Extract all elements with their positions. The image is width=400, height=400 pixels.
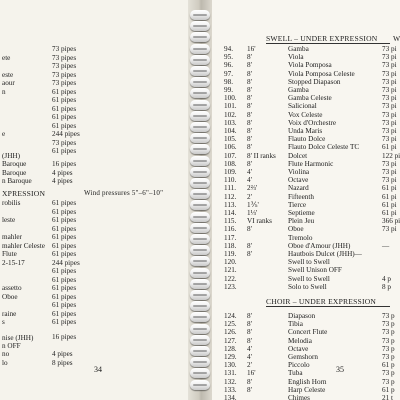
spiral-coil — [190, 189, 210, 199]
pipe-count: 61 pipes — [52, 284, 77, 292]
pipe-count: 61 pipes — [52, 233, 77, 241]
stop-name: Oboe — [288, 225, 304, 234]
stop-name: Chimes — [288, 394, 310, 400]
pipe-count: 73 pi — [382, 45, 397, 53]
pipe-count: 16 pipes — [52, 333, 77, 341]
pipe-count: 61 pipes — [52, 267, 77, 275]
stop-name: Salicional — [288, 102, 317, 111]
stop-name: Flauto Dolce Celeste TC — [288, 143, 360, 152]
stop-pitch: 4' — [247, 344, 252, 353]
pipe-count: 61 pipes — [52, 207, 77, 216]
stop-pitch: 8' — [247, 250, 252, 258]
spiral-coil — [190, 178, 210, 188]
stop-name: Swell to Swell — [288, 258, 330, 267]
pipe-count: 61 p — [382, 385, 395, 394]
stop-number: 110. — [224, 176, 237, 185]
left-page-number: 34 — [94, 365, 102, 374]
pipe-count: — — [382, 241, 390, 250]
pipe-count: 4 p — [382, 274, 391, 283]
spiral-coil — [190, 357, 210, 367]
stop-name: Tremolo — [288, 233, 313, 242]
stop-pitch: 8' — [247, 86, 252, 94]
pipe-count: 73 pipes — [52, 79, 77, 87]
stop-number: 121. — [224, 266, 237, 275]
stop-number: 101. — [224, 102, 237, 111]
stop-number: 118. — [224, 241, 237, 250]
stop-number: 94. — [224, 45, 233, 53]
stop-number: 122. — [224, 274, 237, 283]
left-jhh-text: (JHH) — [2, 152, 20, 160]
stop-pitch: 8' — [247, 127, 252, 135]
stop-name: mahler — [2, 233, 22, 241]
pipe-count: 73 pi — [382, 225, 397, 234]
stop-name: Viola Pomposa Celeste — [288, 69, 355, 78]
spiral-coil — [190, 55, 210, 65]
stop-name: Harp Celeste — [288, 385, 326, 394]
stop-pitch: 8' — [247, 135, 252, 144]
pipe-count: 73 pipes — [52, 70, 77, 79]
stop-number: 131. — [224, 369, 237, 378]
pipe-count: 16 pipes — [52, 160, 77, 168]
pipe-count: 61 pi — [382, 184, 397, 193]
stop-name: Octave — [288, 344, 309, 353]
stop-number: 99. — [224, 86, 233, 94]
stop-name: Gemshorn — [288, 353, 318, 361]
pipe-count: 61 pipes — [52, 121, 77, 130]
pipe-count: 73 p — [382, 377, 395, 386]
stop-number: 114. — [224, 209, 237, 217]
pipe-count: 61 pi — [382, 209, 397, 217]
stop-pitch: 8' — [247, 110, 252, 119]
stop-pitch: 8' — [247, 328, 252, 337]
spiral-coil — [190, 335, 210, 345]
pipe-count: 73 pi — [382, 118, 397, 127]
pipe-count: 61 pipes — [52, 275, 77, 284]
stop-number: 106. — [224, 143, 237, 152]
stop-name: Piccolo — [288, 361, 310, 370]
stop-number: 127. — [224, 336, 237, 345]
pipe-count: 61 pipes — [52, 309, 77, 318]
stop-number: 123. — [224, 282, 237, 291]
stop-name: Solo to Swell — [288, 282, 327, 291]
stop-name: Stopped Diapason — [288, 77, 341, 86]
stop-name: ete — [2, 53, 11, 62]
spiral-coil — [190, 279, 210, 289]
pipe-count: 73 pi — [382, 53, 397, 62]
stop-name: mahler Celeste — [2, 241, 45, 250]
stop-pitch: 8' — [247, 53, 252, 62]
stop-pitch: 8' — [247, 336, 252, 345]
stop-pitch: 8' — [247, 69, 252, 78]
spiral-coil — [190, 346, 210, 356]
stop-number: 112. — [224, 192, 237, 201]
stop-name: Violina — [288, 168, 310, 176]
stop-name: Flauto Dolce — [288, 135, 326, 144]
spiral-coil — [190, 144, 210, 154]
spiral-coil — [190, 312, 210, 322]
pipe-count: 366 pi — [382, 217, 400, 226]
pipe-count: 4 pipes — [52, 168, 73, 177]
stop-name: leste — [2, 216, 16, 224]
stop-name: Voix d'Orchestre — [288, 118, 337, 127]
stop-pitch: 16' — [247, 369, 256, 378]
stop-pitch: 8' — [247, 94, 252, 103]
pipe-count: 61 pi — [382, 192, 397, 201]
stop-name: Plein Jeu — [288, 217, 315, 226]
pipe-count: 122 pi — [382, 151, 400, 160]
pipe-count: 4 pipes — [52, 177, 73, 185]
spiral-coil — [190, 88, 210, 98]
stop-pitch: 4' — [247, 176, 252, 185]
pipe-count: 61 pipes — [52, 87, 77, 96]
stop-name: n — [2, 87, 6, 96]
stop-pitch: 1⅓' — [247, 209, 258, 217]
spiral-coil — [190, 245, 210, 255]
stop-name: Nazard — [288, 184, 309, 193]
stop-name: aour — [2, 79, 15, 87]
pipe-count: 61 pi — [382, 143, 397, 152]
stop-number: 111. — [224, 184, 237, 193]
pipe-count: 73 p — [382, 320, 395, 329]
stop-name: Dolcet — [288, 151, 308, 160]
pipe-count: 73 pi — [382, 127, 397, 135]
stop-pitch: 8' — [247, 225, 252, 234]
pipe-count: 73 p — [382, 353, 395, 361]
stop-name: Fifteenth — [288, 192, 314, 201]
pipe-count: 73 pipes — [52, 62, 77, 70]
stop-number: 115. — [224, 217, 237, 226]
pipe-count: 73 pi — [382, 168, 397, 176]
stop-name: Unda Maris — [288, 127, 323, 135]
right-page — [212, 0, 400, 400]
pipe-count: 73 pi — [382, 61, 397, 70]
stop-name: Viola Pomposa — [288, 61, 332, 70]
left-jhh2-text: nise (JHH) — [2, 334, 34, 342]
stop-number: 105. — [224, 135, 237, 144]
stop-name: este — [2, 70, 14, 79]
pipe-count: 8 p — [382, 282, 391, 291]
spiral-coil — [190, 290, 210, 300]
pipe-count: 73 pi — [382, 102, 397, 111]
stop-pitch: 8' — [247, 61, 252, 70]
stop-name: n OFF — [2, 341, 21, 350]
stop-name: Septieme — [288, 209, 315, 217]
stop-pitch: VI ranks — [247, 217, 272, 226]
left-page — [0, 0, 188, 400]
spiral-coil — [190, 111, 210, 121]
spiral-coil — [190, 368, 210, 378]
pipe-count: 61 pipes — [52, 250, 77, 258]
stop-name: Hautbois Dulcet (JHH)— — [288, 250, 362, 258]
stop-name: Oboe d'Amour (JHH) — [288, 241, 351, 250]
spiral-coil — [190, 167, 210, 177]
stop-name: Swell Unison OFF — [288, 266, 342, 275]
pipe-count: 61 pi — [382, 200, 397, 209]
stop-pitch: 4' — [247, 168, 252, 176]
stop-number: 133. — [224, 385, 237, 394]
pipe-count: 61 pipes — [52, 292, 77, 301]
stop-pitch: 2' — [247, 192, 252, 201]
spiral-coil — [190, 301, 210, 311]
stop-pitch: 8' — [247, 118, 252, 127]
pipe-count: 61 pipes — [52, 96, 77, 104]
stop-pitch: 8' — [247, 312, 252, 320]
pipe-count: 73 p — [382, 336, 395, 345]
stop-pitch: 8' — [247, 143, 252, 152]
pipe-count: 73 pi — [382, 94, 397, 103]
stop-pitch: 2' — [247, 361, 252, 370]
stop-name: no — [2, 350, 10, 358]
stop-number: 102. — [224, 110, 237, 119]
stop-name: Tuba — [288, 369, 303, 378]
stop-name: Concert Flute — [288, 328, 328, 337]
pipe-count: 73 pi — [382, 176, 397, 185]
pipe-count: 73 p — [382, 328, 395, 337]
spiral-coil — [190, 10, 210, 20]
pipe-count: 73 pipes — [52, 45, 77, 53]
stop-pitch: 8' II ranks — [247, 151, 276, 160]
stop-name: n Baroque — [2, 177, 32, 185]
spiral-coil — [190, 380, 210, 390]
stop-name: Gamba Celeste — [288, 94, 332, 103]
stop-pitch: 8' — [247, 102, 252, 111]
pipe-count: 61 pipes — [52, 216, 77, 224]
stop-number: 100. — [224, 94, 237, 103]
spiral-coil — [190, 32, 210, 42]
stop-pitch: 8' — [247, 241, 252, 250]
stop-number: 97. — [224, 69, 233, 78]
spiral-coil — [190, 44, 210, 54]
stop-name: Viola — [288, 53, 304, 62]
pipe-count: 61 pipes — [52, 104, 77, 113]
stop-number: 124. — [224, 312, 237, 320]
stop-pitch: 4' — [247, 353, 252, 361]
left-section-heading: XPRESSION — [2, 189, 46, 198]
stop-number: 116. — [224, 225, 237, 234]
stop-number: 104. — [224, 127, 237, 135]
stop-name: 2-15-17 — [2, 258, 25, 267]
spiral-coil — [190, 21, 210, 31]
pipe-count: 73 pipes — [52, 53, 77, 62]
pipe-count: 61 pipes — [52, 224, 77, 233]
spiral-coil — [190, 156, 210, 166]
pipe-count: 73 pi — [382, 135, 397, 144]
pipe-count: 73 p — [382, 312, 395, 320]
stop-name: lo — [2, 358, 8, 367]
pipe-count: 8 pipes — [52, 358, 73, 367]
stop-name: Vox Celeste — [288, 110, 323, 119]
stop-name: English Horn — [288, 377, 327, 386]
right-page-number: 35 — [336, 365, 344, 374]
stop-pitch: 8' — [247, 77, 252, 86]
stop-name: e — [2, 130, 6, 138]
stop-name: robilis — [2, 199, 21, 207]
pipe-count: 61 pipes — [52, 241, 77, 250]
pipe-count: 73 p — [382, 369, 395, 378]
stop-number: 128. — [224, 344, 237, 353]
stop-number: 129. — [224, 353, 237, 361]
stop-number: 132. — [224, 377, 237, 386]
pipe-count: 73 pi — [382, 77, 397, 86]
stop-name: assetto — [2, 284, 22, 292]
stop-name: Octave — [288, 176, 309, 185]
spiral-coil — [190, 66, 210, 76]
pipe-count: 61 pipes — [52, 113, 77, 121]
stop-name: Gamba — [288, 86, 309, 94]
spiral-coil — [190, 212, 210, 222]
spiral-coil — [190, 256, 210, 266]
stop-number: 109. — [224, 168, 237, 176]
stop-name: Diapason — [288, 312, 316, 320]
stop-number: 117. — [224, 233, 237, 242]
pipe-count: 73 pipes — [52, 138, 77, 147]
pipe-count: 73 pi — [382, 86, 397, 94]
stop-number: 119. — [224, 250, 237, 258]
pipe-count: 73 pi — [382, 110, 397, 119]
stop-number: 107. — [224, 151, 237, 160]
stop-name: raine — [2, 309, 17, 318]
spiral-coil — [190, 133, 210, 143]
stop-pitch: 2⅔' — [247, 184, 258, 193]
stop-pitch: 16' — [247, 45, 256, 53]
stop-number: 96. — [224, 61, 233, 70]
spiral-coil — [190, 122, 210, 132]
stop-name: Flute — [2, 250, 17, 258]
swell-heading-tail: W — [393, 34, 400, 43]
stop-number: 95. — [224, 53, 233, 62]
stop-name: s — [2, 318, 5, 326]
spiral-coil — [190, 77, 210, 87]
stop-number: 113. — [224, 200, 237, 209]
pipe-count: 73 pi — [382, 69, 397, 78]
stop-name: Melodia — [288, 336, 312, 345]
stop-number: 134. — [224, 394, 237, 400]
pipe-count: 21 t — [382, 394, 393, 400]
stop-number: 98. — [224, 77, 233, 86]
pipe-count: 61 pipes — [52, 318, 77, 326]
pipe-count: 244 pipes — [52, 130, 80, 138]
stop-pitch: 8' — [247, 159, 252, 168]
stop-name: Swell to Swell — [288, 274, 330, 283]
stop-number: 120. — [224, 258, 237, 267]
spiral-coil — [190, 324, 210, 334]
pipe-count: 61 pipes — [52, 199, 77, 207]
stop-number: 103. — [224, 118, 237, 127]
stop-name: Oboe — [2, 292, 18, 301]
spiral-coil — [190, 100, 210, 110]
stop-name: Tibia — [288, 320, 303, 329]
stop-name: Flute Harmonic — [288, 159, 334, 168]
stop-name: Baroque — [2, 160, 27, 168]
left-wind-pressures: Wind pressures 5"–6"–10" — [84, 189, 164, 197]
pipe-count: 61 p — [382, 361, 395, 370]
pipe-count: 73 p — [382, 344, 395, 353]
stop-number: 130. — [224, 361, 237, 370]
pipe-count: 61 pipes — [52, 147, 77, 155]
swell-heading-underline — [266, 43, 390, 44]
spiral-coil — [190, 268, 210, 278]
stop-pitch: 8' — [247, 385, 252, 394]
pipe-count: 4 pipes — [52, 350, 73, 358]
stop-name: Baroque — [2, 168, 27, 177]
pipe-count: 73 pi — [382, 159, 397, 168]
pipe-count: 61 pipes — [52, 301, 77, 309]
stop-pitch: 8' — [247, 377, 252, 386]
stop-pitch: 1⅗' — [247, 200, 259, 209]
stop-number: 125. — [224, 320, 237, 329]
stop-pitch: 8' — [247, 320, 252, 329]
spiral-coil — [190, 223, 210, 233]
spiral-coil — [190, 234, 210, 244]
pipe-count: 244 pipes — [52, 258, 80, 267]
stop-number: 126. — [224, 328, 237, 337]
stop-name: Gamba — [288, 45, 309, 53]
choir-heading-underline — [266, 306, 390, 307]
spiral-coil — [190, 200, 210, 210]
choir-heading: CHOIR – UNDER EXPRESSION — [266, 297, 377, 306]
stop-name: Tierce — [288, 200, 307, 209]
swell-heading: SWELL – UNDER EXPRESSION — [266, 34, 378, 43]
stop-number: 108. — [224, 159, 237, 168]
